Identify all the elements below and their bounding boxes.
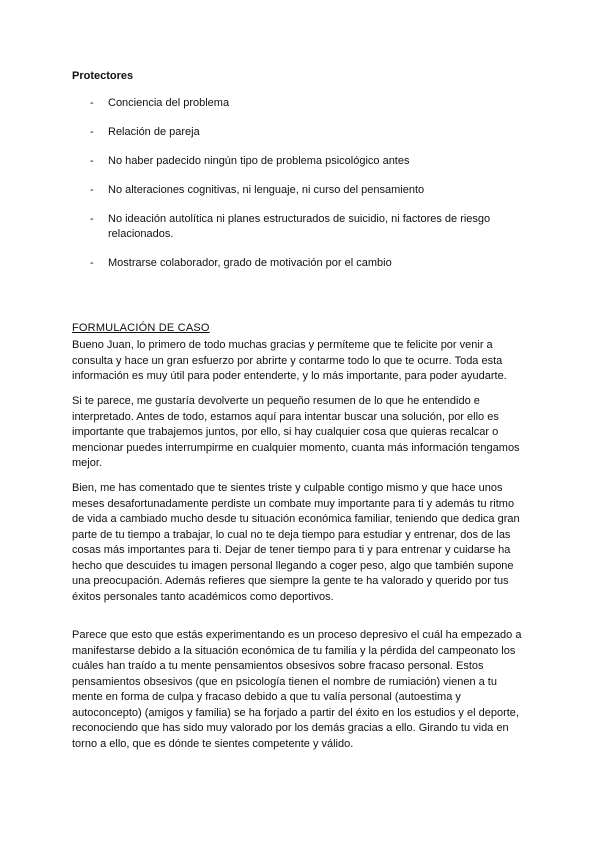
list-item-text: No alteraciones cognitivas, ni lenguaje, ni curso del pensamiento <box>108 184 425 196</box>
bullet-dash: - <box>90 97 94 109</box>
list-item <box>72 96 532 111</box>
list-item <box>72 183 532 198</box>
section-title: FORMULACIÓN DE CASO <box>72 322 210 334</box>
list-item-text: Conciencia del problema <box>108 97 230 109</box>
list-item-text: Mostrarse colaborador, grado de motivación por el cambio <box>108 257 392 269</box>
list-item <box>72 256 532 271</box>
protectores-heading: Protectores <box>72 70 134 82</box>
bullet-dash: - <box>90 155 94 167</box>
paragraph: Bien, me has comentado que te sientes triste y culpable contigo mismo y que hace unos meses desafortunadamente perdiste un combate muy importante para ti y además tu ritmo de vida a cambiado mucho desde tu situación económica familiar, teniendo que dedica gran parte de tu tiempo a trabajar, lo cual no te deja tiempo para estudiar y entrenar, dos de las cosas más importantes para ti. Dejar de tener tiempo para ti y para entrenar y cuidarse ha hecho que descuides tu imagen personal llegando a coger peso, algo que también supone una preocupación. Además refieres que siempre la gente te ha valorado y querido por tus éxitos personales tanto académicos como deportivos. <box>72 482 520 603</box>
bullet-dash: - <box>90 213 94 225</box>
list-item-text: Relación de pareja <box>108 126 200 138</box>
list-item <box>72 125 532 140</box>
list-item-text: No haber padecido ningún tipo de problema psicológico antes <box>108 155 410 167</box>
bullet-dash: - <box>90 126 94 138</box>
list-item <box>72 154 532 169</box>
paragraph: Bueno Juan, lo primero de todo muchas gracias y permíteme que te felicite por venir a consulta y hace un gran esfuerzo por abrirte y contarme todo lo que te ocurre. Toda esta información es muy útil para poder entenderte, y lo más importante, para poder ayudarte. <box>72 339 507 382</box>
bullet-dash: - <box>90 257 94 269</box>
list-item-text: No ideación autolítica ni planes estructurados de suicidio, ni factores de riesgo relacionados. <box>108 213 491 240</box>
bullet-dash: - <box>90 184 94 196</box>
list-item <box>72 212 532 242</box>
paragraph: Si te parece, me gustaría devolverte un pequeño resumen de lo que he entendido e interpretado. Antes de todo, estamos aquí para intentar buscar una solución, por ello es importante que trabajemos juntos, por ello, si hay cualquier cosa que quieras recalcar o mencionar puedes interrumpirme en cualquier momento, cuanta más información tengamos mejor. <box>72 395 520 469</box>
protectores-list <box>72 96 532 285</box>
paragraph: Parece que esto que estás experimentando es un proceso depresivo el cuál ha empezado a manifestarse debido a la situación económica de tu familia y la pérdida del campeonato los cuáles han traído a tu mente pensamientos obsesivos sobre fracaso personal. Estos pensamientos obsesivos (que en psicología tienen el nombre de rumiación) vienen a tu mente en forma de culpa y fracaso debido a que tu valía personal (autoestima y autoconcepto) (amigos y familia) se ha forjado a partir del éxito en los estudios y el deporte, reconociendo que has sido muy valorado por los demás gracias a ello. Girando tu vida en torno a ello, que es dónde te sientes competente y válido. <box>72 629 522 750</box>
